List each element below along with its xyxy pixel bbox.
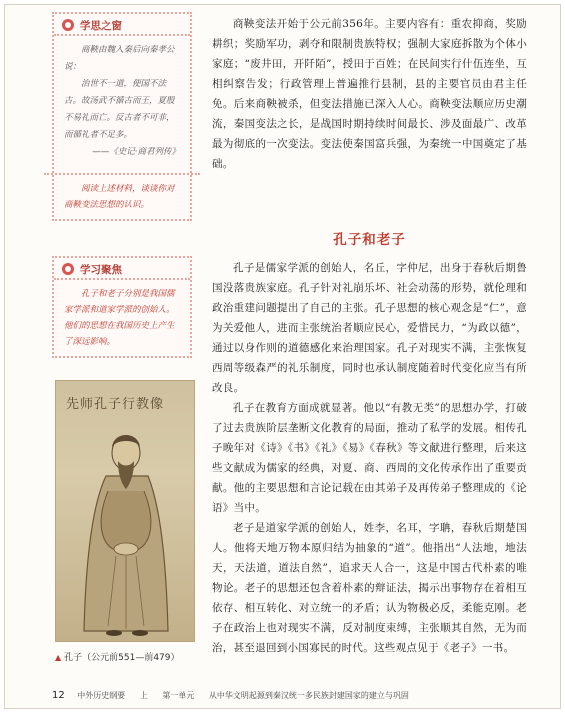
think-window-title: 学思之窗 [80,20,122,32]
paragraph-laozi: 老子是道家学派的创始人，姓李，名耳，字聃，春秋后期楚国人。他将天地万物本原归结为抽象的“道”。他指出“人法地，地法天，天法道，道法自然”，追求天人合一，这是中国古代朴素的唯物论。老子的思想还包含着朴素的辩证法，揭示出事物存在着相互依存、相互转化、对立统一的矛盾；认为物极必反，柔能克刚。老子在政治上也对现实不满，反对制度束缚，主张顺其自然，无为而治，甚至退回到小国寡民的时代。这些观点见于《老子》一书。 [212,522,527,654]
think-window-box [52,12,192,221]
shang-yang-section [212,14,527,174]
bullet-circle-icon [62,263,74,275]
think-window-header [54,14,190,36]
volume-label: 上 [139,691,148,700]
kongzi-laozi-section [212,258,527,658]
quote-citation: ——《史记·商君列传》 [92,147,180,157]
quote-block [54,36,190,167]
quote-text: 治世不一道，便国不法古。故汤武不循古而王，夏殷不易礼而亡。反古者不可非，而循礼者不足多。 [64,79,175,140]
bullet-circle-icon [62,19,74,31]
paragraph-kongzi-thought: 孔子是儒家学派的创始人，名丘，字仲尼，出身于春秋后期鲁国没落贵族家庭。孔子针对礼崩乐坏、社会动荡的形势，就伦理和政治重建问题提出了自己的主张。孔子思想的核心观念是“仁”，意为关爱他人，进而主张统治者顺应民心，爱惜民力，“为政以德”，通过以身作则的道德感化来治理国家。孔子对现实不满，主张恢复西周等级森严的礼乐制度，同时也承认制度随着时代变化应当有所改良。 [212,262,527,394]
portrait-caption [55,650,180,663]
learning-focus-text: 孔子和老子分别是我国儒家学派和道家学派的创始人。他们的思想在我国历史上产生了深远影响。 [64,289,175,347]
unit-label: 第一单元 [162,691,195,700]
quote-intro: 商鞅由魏入秦后向秦孝公说： [64,45,175,72]
confucius-portrait [55,380,195,642]
confucius-figure-icon [56,381,195,642]
paragraph-shang-yang: 商鞅变法开始于公元前356年。主要内容有：重农抑商，奖励耕织；奖励军功，剥夺和限制贵族特权；强制大家庭拆散为个体小家庭；“废井田，开阡陌”，授田于百姓；在民间实行什伍连坐，互相纠察告发；行政管理上普遍推行县制，县的主要官员由君主任免。后来商鞅被杀，但变法措施已深入人心。商鞅变法顺应历史潮流，秦国变法之长，是战国时期持续时间最长、涉及面最广、改革最为彻底的一次变法。变法使秦国富兵强，为秦统一中国奠定了基础。 [212,18,527,170]
learning-focus-box [52,256,192,358]
page-footer [52,690,545,701]
portrait-caption-text: 孔子（公元前551—前479） [64,653,180,663]
triangle-marker-icon: ▲ [55,653,62,662]
learning-focus-title: 学习聚焦 [80,264,122,276]
section-title-kongzi-laozi: 孔子和老子 [333,232,406,248]
book-title: 中外历史纲要 [77,691,126,700]
unit-title: 从中华文明起源到秦汉统一多民族封建国家的建立与巩固 [208,691,409,700]
learning-focus-header [54,258,190,280]
portrait-inscription: 先师孔子行教像 [66,397,165,412]
think-prompt: 阅读上述材料，谈谈你对商鞅变法思想的认识。 [64,184,175,210]
page-number: 12 [52,690,65,701]
paragraph-kongzi-education: 孔子在教育方面成就显著。他以“有教无类”的思想办学，打破了过去贵族阶层垄断文化教育的局面，推动了私学的发展。相传孔子晚年对《诗》《书》《礼》《易》《春秋》等文献进行整理，后来这些文献成为儒家的经典，对夏、商、西周的文化传承作出了重要贡献。他的主要思想和言论记载在由其弟子及再传弟子整理成的《论语》当中。 [212,402,527,514]
